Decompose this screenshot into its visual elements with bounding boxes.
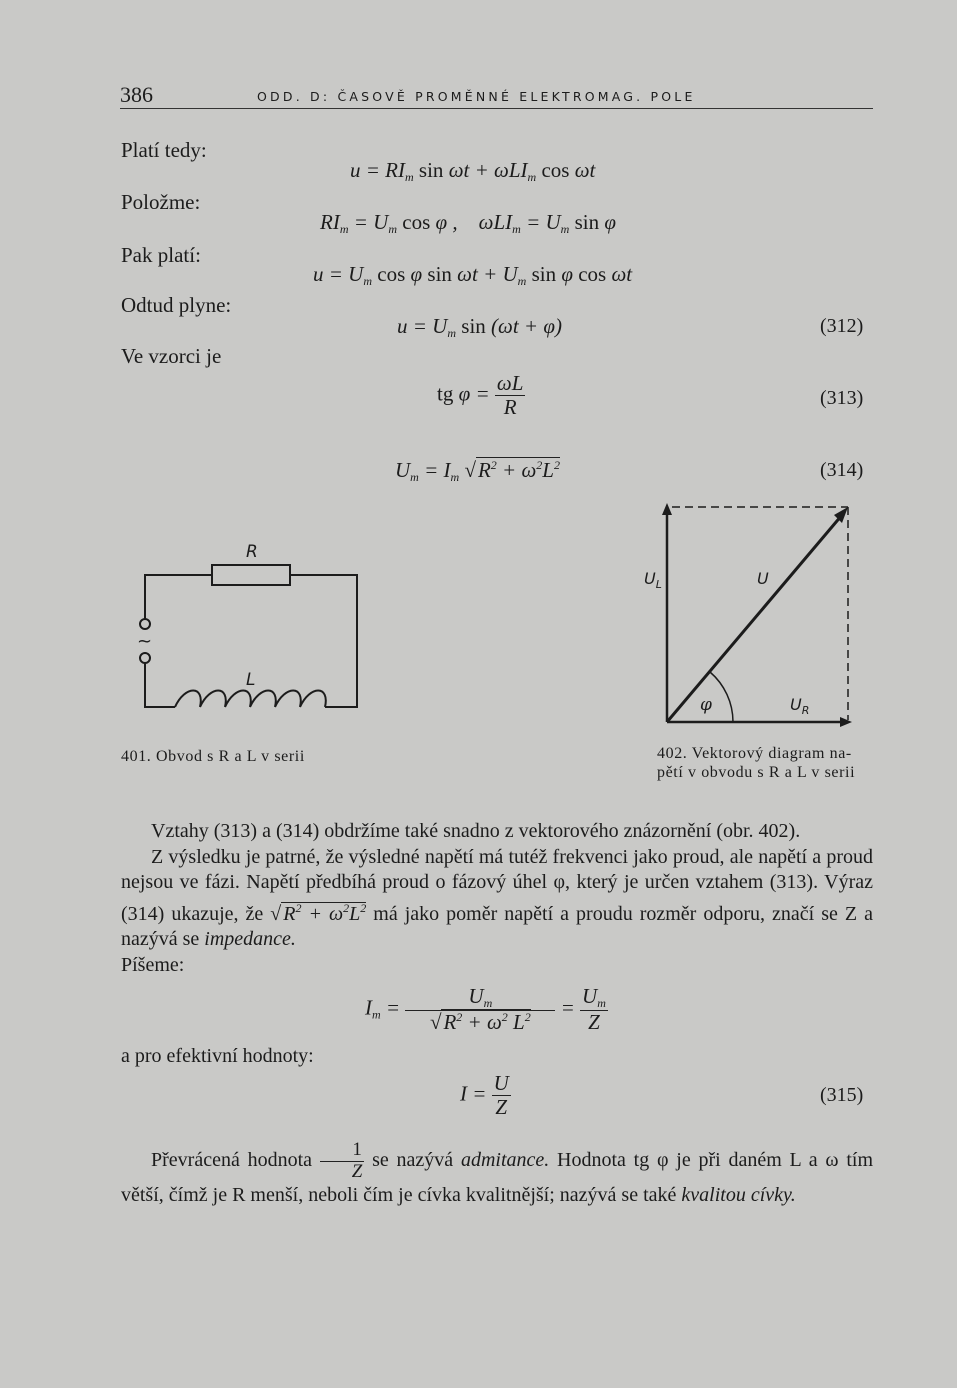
equation-u-sum: $u = RI_m$ sin ωt + ωLI$_m$ cos ωt [350, 158, 596, 184]
term-impedance: impedance. [204, 928, 296, 950]
para3-part-b: se nazývá [364, 1148, 461, 1171]
label-efektivni: a pro efektivní hodnoty: [121, 1045, 314, 1067]
equation-expanded: $u = U_m$ cos φ $\sin \omega t + U_m$ sin φ cos ωt [313, 262, 633, 288]
label-piseme: Píšeme: [121, 953, 185, 976]
label-odtud-plyne: Odtud plyne: [121, 293, 232, 317]
inline-fraction-1-over-Z: $\frac{1}{Z}$ [320, 1150, 365, 1171]
resistor [212, 565, 290, 585]
label-R: R [246, 542, 258, 562]
inductor-coil [175, 691, 326, 708]
vector-U [667, 515, 842, 722]
circuit-wire-left-bottom [145, 663, 175, 707]
caption-402 [657, 744, 855, 782]
equation-315: I = $\frac{U}{Z}$ [460, 1071, 509, 1120]
angle-arc [710, 672, 733, 722]
paragraph-3 [121, 1140, 873, 1208]
label-polozme: Položme: [121, 190, 201, 214]
label-pak-plati: Pak platí: [121, 243, 201, 267]
source-terminal-bottom [140, 653, 150, 663]
source-terminal-top [140, 619, 150, 629]
para2-part-a: Z výsledku je patrné, že výsledné napětí má tutéž frekvenci jako proud, ale napětí a proud nejsou ve fázi. Napětí předbíhá proud o fázový úhel φ, který je určen vztahem (313). Výraz (314) ukazuje, že [121, 845, 873, 925]
paragraph-2 [121, 845, 873, 953]
para2-part-b: má jako poměr napětí a proudu rozměr odporu, značí se Z a nazývá se [121, 902, 873, 950]
caption-402-line1: 402. Vektorový diagram na- [657, 745, 852, 762]
equation-number-313: (313) [820, 387, 864, 409]
arrowhead-UR [840, 717, 852, 727]
equation-314: $U_m = I_m$ $√R^2 + \omega^2L^2$ [395, 458, 560, 484]
inline-sqrt-expression: √ $R^2 + \omega^2L^2$ [270, 900, 367, 925]
equation-number-314: (314) [820, 459, 864, 481]
svg-text:UR [790, 695, 809, 717]
page-number: 386 [120, 82, 153, 107]
para3-part-a: Převrácená hodnota [151, 1148, 320, 1171]
term-admitance: admitance. [460, 1148, 550, 1171]
label-ve-vzorci-je: Ve vzorci je [121, 344, 222, 368]
paragraph-1: Vztahy (313) a (314) obdržíme také snadno z vektorového znázornění (obr. 402). [151, 820, 801, 842]
circuit-wire-right [290, 575, 357, 707]
label-phi: φ [700, 695, 712, 715]
figure-402-vector-diagram [640, 495, 880, 735]
para3-part-c: Hodnota tg φ je při daném L a ω tím větší, čímž je R menší, neboli čím je cívka kvalitnější; nazývá se také [121, 1148, 874, 1206]
equation-number-315: (315) [820, 1084, 864, 1106]
equation-313: tg φ = $\frac{\omega L}{R}$ [437, 371, 524, 420]
equation-312: $u = U_m$ sin (ωt + φ) [397, 314, 562, 340]
equation-number-312: (312) [820, 315, 864, 337]
label-plati-tedy: Platí tedy: [121, 138, 207, 162]
label-UL: U [644, 569, 656, 588]
header-rule [120, 108, 873, 109]
label-UL-sub: L [655, 578, 662, 591]
label-UR-sub: R [801, 704, 810, 717]
body-text [121, 819, 873, 978]
caption-402-line2: pětí v obvodu s R a L v serii [657, 764, 856, 781]
label-U: U [757, 569, 769, 588]
body-text-final [121, 1140, 873, 1208]
equation-impedance-current: $I_m$ = $\frac{U_m}{√R^2 + \omega^2 L^2}$ = $\frac{U_m}{Z}$ [365, 984, 606, 1035]
ac-source-symbol: ~ [137, 631, 153, 652]
arrowhead-UL [662, 503, 672, 515]
svg-text:UL [644, 569, 662, 591]
term-kvalitou-civky: kvalitou cívky. [681, 1183, 796, 1206]
circuit-wire-top-left [145, 575, 212, 619]
figure-401-circuit [120, 535, 380, 740]
label-L: L [246, 670, 256, 690]
label-UR: U [790, 695, 802, 714]
equation-substitution: $RI_m = U_m$ cos φ , $\omega LI_m = U_m$ sin φ [320, 210, 616, 236]
caption-401: 401. Obvod s R a L v serii [121, 748, 305, 765]
running-title: ODD. D: ČASOVĚ PROMĚNNÉ ELEKTROMAG. POLE [257, 89, 696, 104]
